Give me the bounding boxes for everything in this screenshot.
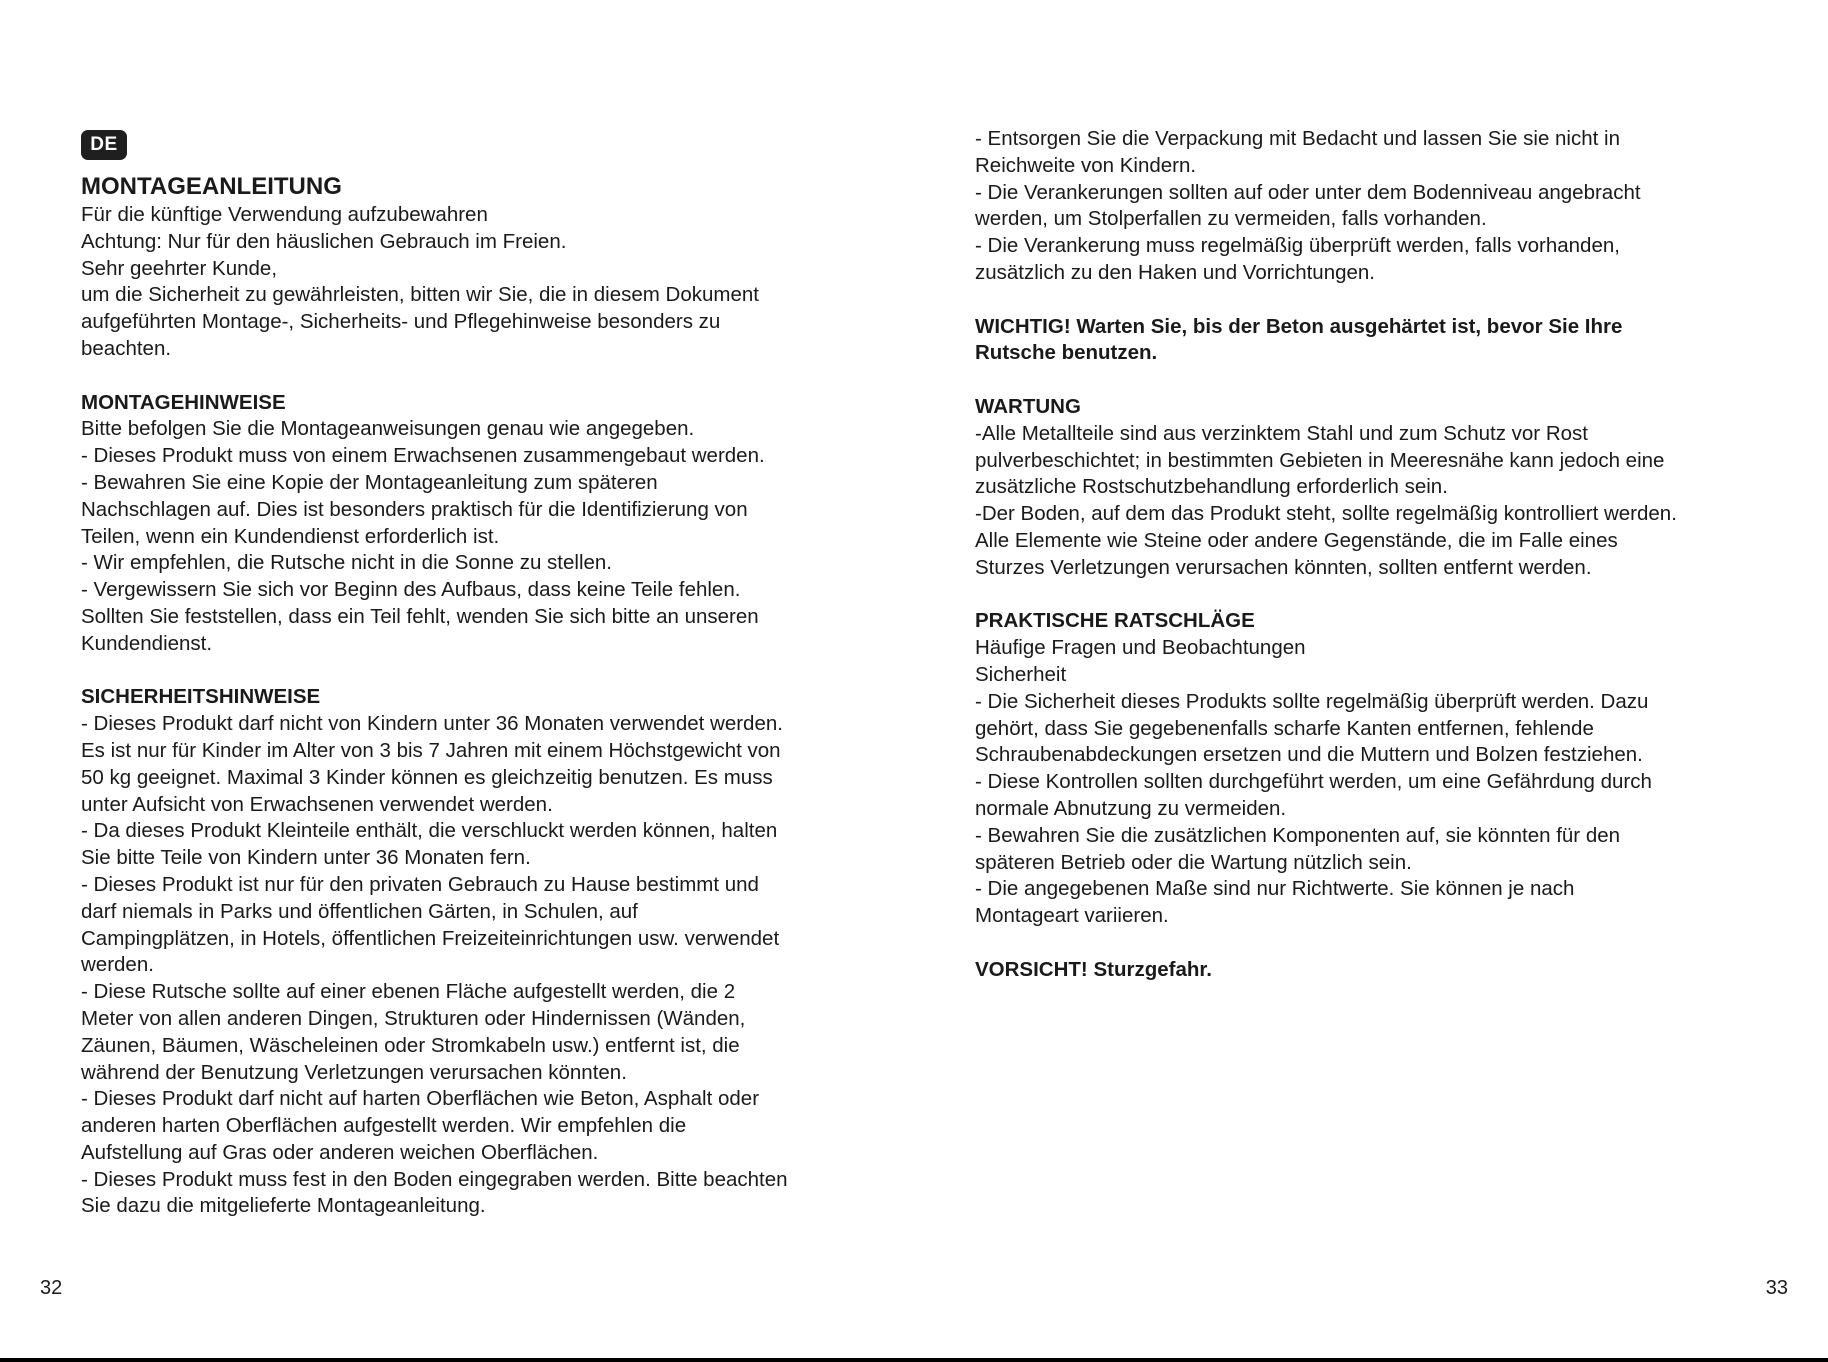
text-line: Es ist nur für Kinder im Alter von 3 bis 7 Jahren mit einem Höchstgewicht von xyxy=(81,738,781,762)
text-line: unter Aufsicht von Erwachsenen verwendet werden. xyxy=(81,792,553,816)
maintenance-block xyxy=(975,421,1745,582)
page-title: MONTAGEANLEITUNG xyxy=(81,173,342,200)
text-line: - Die Verankerung muss regelmäßig überprüft werden, falls vorhanden, xyxy=(975,234,1620,258)
safety-block xyxy=(81,711,871,1220)
text-line: Kundendienst. xyxy=(81,631,213,655)
text-line: Häufige Fragen und Beobachtungen xyxy=(975,636,1306,660)
text-line: - Wir empfehlen, die Rutsche nicht in die Sonne zu stellen. xyxy=(81,551,612,575)
intro-block xyxy=(81,202,871,363)
text-line: anderen harten Oberflächen aufgestellt werden. Wir empfehlen die xyxy=(81,1114,687,1138)
text-line: 50 kg geeignet. Maximal 3 Kinder können es gleichzeitig benutzen. Es muss xyxy=(81,765,773,789)
text-line: aufgeführten Montage-, Sicherheits- und Pflegehinweise besonders zu xyxy=(81,310,721,334)
text-line: werden. xyxy=(81,953,154,977)
montage-block xyxy=(81,416,871,657)
text-line: späteren Betrieb oder die Wartung nützlich sein. xyxy=(975,850,1412,874)
caution-notice: VORSICHT! Sturzgefahr. xyxy=(975,957,1212,981)
text-line: um die Sicherheit zu gewährleisten, bitten wir Sie, die in diesem Dokument xyxy=(81,283,759,307)
tips-block xyxy=(975,635,1745,930)
text-line: gehört, dass Sie gegebenenfalls scharfe Kanten entfernen, fehlende xyxy=(975,716,1594,740)
text-line: Nachschlagen auf. Dies ist besonders praktisch für die Identifizierung von xyxy=(81,497,748,521)
text-line: - Die Sicherheit dieses Produkts sollte regelmäßig überprüft werden. Dazu xyxy=(975,689,1649,713)
text-line: - Dieses Produkt darf nicht von Kindern unter 36 Monaten verwendet werden. xyxy=(81,712,783,736)
text-line: - Dieses Produkt muss von einem Erwachsenen zusammengebaut werden. xyxy=(81,444,765,468)
text-line: -Alle Metallteile sind aus verzinktem Stahl und zum Schutz vor Rost xyxy=(975,421,1588,445)
montage-heading: MONTAGEHINWEISE xyxy=(81,390,286,414)
text-line: - Entsorgen Sie die Verpackung mit Bedacht und lassen Sie sie nicht in xyxy=(975,127,1620,150)
text-line: Rutsche benutzen. xyxy=(975,341,1158,365)
text-line: normale Abnutzung zu vermeiden. xyxy=(975,796,1287,820)
text-line: Bitte befolgen Sie die Montageanweisungen genau wie angegeben. xyxy=(81,417,695,441)
text-line: Alle Elemente wie Steine oder andere Gegenstände, die im Falle eines xyxy=(975,528,1618,552)
text-line: pulverbeschichtet; in bestimmten Gebieten in Meeresnähe kann jedoch eine xyxy=(975,448,1665,472)
text-line: Sturzes Verletzungen verursachen könnten, sollten entfernt werden. xyxy=(975,555,1592,579)
text-line: - Die angegebenen Maße sind nur Richtwerte. Sie können je nach xyxy=(975,877,1575,901)
text-line: - Bewahren Sie eine Kopie der Montageanleitung zum späteren xyxy=(81,470,658,494)
left-column xyxy=(81,172,871,1220)
text-line: Sie dazu die mitgelieferte Montageanleitung. xyxy=(81,1194,486,1218)
text-line: WICHTIG! Warten Sie, bis der Beton ausgehärtet ist, bevor Sie Ihre xyxy=(975,314,1623,338)
text-line: werden, um Stolperfallen zu vermeiden, falls vorhanden. xyxy=(975,207,1487,231)
packaging-block xyxy=(975,126,1745,287)
maintenance-heading: WARTUNG xyxy=(975,394,1081,418)
text-line: Sie bitte Teile von Kindern unter 36 Monaten fern. xyxy=(81,846,531,870)
text-line: Teilen, wenn ein Kundendienst erforderlich ist. xyxy=(81,524,500,548)
text-line: - Dieses Produkt darf nicht auf harten Oberflächen wie Beton, Asphalt oder xyxy=(81,1087,760,1111)
text-line: - Da dieses Produkt Kleinteile enthält, die verschluckt werden können, halten xyxy=(81,819,778,843)
text-line: - Dieses Produkt muss fest in den Boden eingegraben werden. Bitte beachten xyxy=(81,1167,788,1191)
text-line: Zäunen, Bäumen, Wäscheleinen oder Stromkabeln usw.) entfernt ist, die xyxy=(81,1033,740,1057)
text-line: darf niemals in Parks und öffentlichen Gärten, in Schulen, auf xyxy=(81,899,638,923)
text-line: - Dieses Produkt ist nur für den privaten Gebrauch zu Hause bestimmt und xyxy=(81,872,759,896)
text-line: - Bewahren Sie die zusätzlichen Komponenten auf, sie könnten für den xyxy=(975,823,1621,847)
text-line: Campingplätzen, in Hotels, öffentlichen Freizeiteinrichtungen usw. verwendet xyxy=(81,926,780,950)
safety-heading: SICHERHEITSHINWEISE xyxy=(81,685,321,709)
text-line: Sehr geehrter Kunde, xyxy=(81,256,278,280)
important-notice xyxy=(975,314,1745,368)
text-line: Montageart variieren. xyxy=(975,904,1169,928)
text-line: beachten. xyxy=(81,336,172,360)
page-number-right: 33 xyxy=(1765,1277,1788,1299)
text-line: -Der Boden, auf dem das Produkt steht, sollte regelmäßig kontrolliert werden. xyxy=(975,502,1677,526)
text-line: Sollten Sie feststellen, dass ein Teil fehlt, wenden Sie sich bitte an unseren xyxy=(81,604,759,628)
text-line: während der Benutzung Verletzungen verursachen könnten. xyxy=(81,1060,627,1084)
page-number-left: 32 xyxy=(40,1277,63,1299)
text-line: - Die Verankerungen sollten auf oder unter dem Bodenniveau angebracht xyxy=(975,180,1641,204)
tips-heading: PRAKTISCHE RATSCHLÄGE xyxy=(975,609,1255,633)
language-badge: DE xyxy=(81,130,127,160)
text-line: Aufstellung auf Gras oder anderen weichen Oberflächen. xyxy=(81,1140,599,1164)
text-line: Achtung: Nur für den häuslichen Gebrauch im Freien. xyxy=(81,229,567,253)
text-line: zusätzlich zu den Haken und Vorrichtungen. xyxy=(975,260,1376,284)
right-column xyxy=(975,126,1745,984)
text-line: Sicherheit xyxy=(975,662,1067,686)
text-line: Schraubenabdeckungen ersetzen und die Muttern und Bolzen festziehen. xyxy=(975,743,1643,767)
text-line: Meter von allen anderen Dingen, Strukturen oder Hindernissen (Wänden, xyxy=(81,1006,746,1030)
text-line: zusätzliche Rostschutzbehandlung erforderlich sein. xyxy=(975,475,1448,499)
text-line: - Diese Rutsche sollte auf einer ebenen Fläche aufgestellt werden, die 2 xyxy=(81,980,736,1004)
text-line: - Vergewissern Sie sich vor Beginn des Aufbaus, dass keine Teile fehlen. xyxy=(81,578,741,602)
text-line: - Diese Kontrollen sollten durchgeführt werden, um eine Gefährdung durch xyxy=(975,770,1652,794)
bottom-divider xyxy=(0,1358,1828,1362)
text-line: Reichweite von Kindern. xyxy=(975,153,1197,177)
text-line: Für die künftige Verwendung aufzubewahren xyxy=(81,203,488,226)
